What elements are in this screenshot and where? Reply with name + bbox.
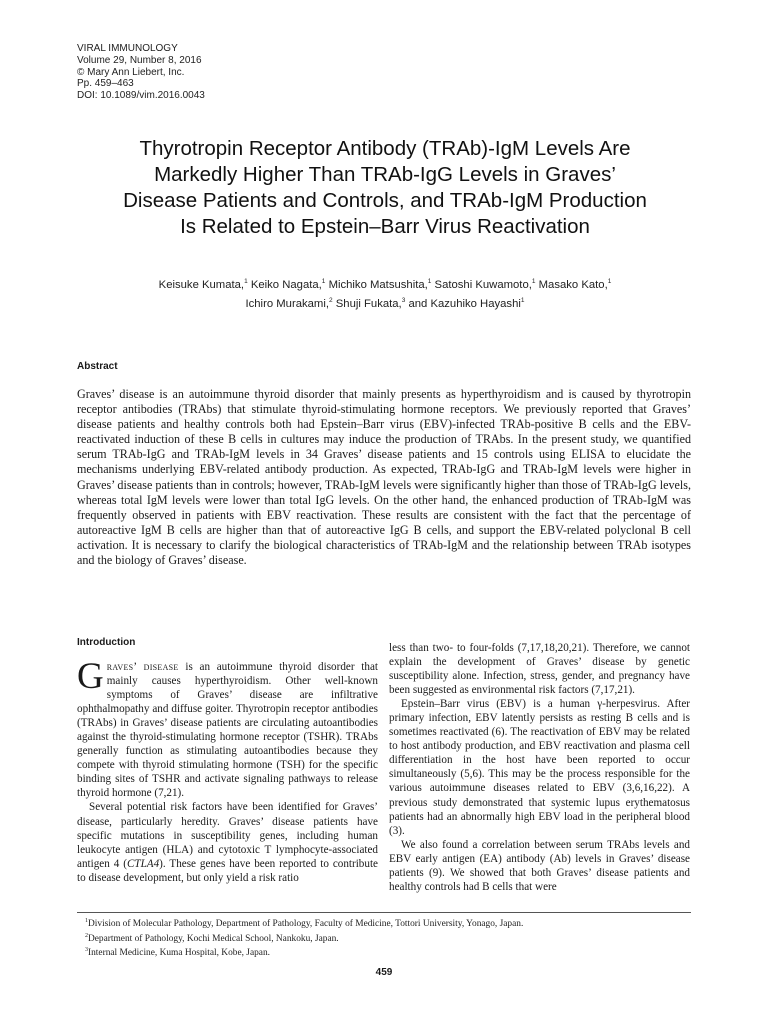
affiliation-mark: 1 (244, 278, 248, 285)
footnote-mark: 2 (85, 932, 88, 939)
footnote-mark: 3 (85, 947, 88, 954)
abstract (77, 387, 691, 568)
author-name: Ichiro Murakami, (245, 298, 329, 310)
journal-doi: DOI: 10.1089/vim.2016.0043 (77, 90, 205, 102)
footnote (85, 916, 523, 931)
author (539, 279, 612, 291)
author (159, 279, 248, 291)
affiliation-mark: 3 (401, 297, 406, 304)
author (336, 298, 406, 310)
affiliation-mark: 1 (321, 278, 326, 285)
intro-paragraph-text: Several potential risk factors have been identified for Graves’ disease, particularly heredity. Graves’ disease patients have specific mutations in susceptibility genes, including human leukocyte antigen (HLA) and cytotoxic T lymphocyte-associated antigen 4 ( (77, 801, 378, 870)
affiliation-mark: 2 (328, 297, 333, 304)
affiliation-mark: 1 (520, 297, 525, 304)
footnote (85, 931, 523, 946)
author (408, 298, 524, 310)
abstract-heading: Abstract (77, 361, 118, 372)
footnote-divider (77, 912, 691, 913)
abstract-text: Graves’ disease is an autoimmune thyroid disorder that mainly presents as hyperthyroidism and is caused by thyrotropin receptor antibodies (TRAbs) that stimulate thyroid-stimulating hormone receptors. We previously reported that Graves’ disease patients and healthy controls both had Epstein–Barr virus (EBV)-infected TRAb-positive B cells and the EBV-reactivated induction of these B cells in cultures may induce the production of TRAbs. In the present study, we quantified serum TRAb-IgG and TRAb-IgM levels in 34 Graves’ disease patients and 15 controls using ELISA to elucidate the mechanisms underlying EBV-related antibody production. As expected, TRAb-IgG and TRAb-IgM levels were higher in Graves’ disease patients than in controls; however, TRAb-IgM levels were significantly higher than those of TRAb-IgG levels, whereas total IgM levels were lower than total IgG levels. On the other hand, the enhanced production of TRAb-IgM was frequently observed in patients with EBV reactivation. These results are consistent with the fact that the percentage of autoreactive IgM B cells are higher than that of autoreactive IgG B cells, and support the EBV-related polyclonal B cell activation. It is necessary to clarify the biological characteristics of TRAb-IgM and the relationship between TRAb isotypes and the biology of Graves’ disease. (77, 387, 691, 568)
footnote (85, 945, 523, 960)
affiliation-mark: 1 (607, 278, 612, 285)
footnote-text: Division of Molecular Pathology, Department of Pathology, Faculty of Medicine, Tottori University, Yonago, Japan. (88, 919, 524, 929)
journal-meta (77, 43, 205, 102)
author-name: and Kazuhiko Hayashi (408, 298, 521, 310)
intro-paragraph: We also found a correlation between serum TRAbs levels and EBV early antigen (EA) antibody (Ab) levels in Graves’ disease patients (9). We showed that both Graves’ disease patients and healthy controls had B cells that were (389, 838, 690, 893)
author-name: Masako Kato, (538, 279, 608, 291)
footnote-mark: 1 (85, 918, 88, 924)
author-name: Satoshi Kuwamoto, (434, 279, 532, 291)
author (251, 279, 326, 291)
right-column (389, 641, 690, 894)
gene-name: CTLA4 (126, 857, 160, 870)
author (245, 298, 332, 310)
author-name: Michiko Matsushita, (328, 279, 428, 291)
intro-paragraph: less than two- to four-folds (7,17,18,20,21). Therefore, we cannot explain the development of Graves’ disease by genetic susceptibility alone. Infection, stress, gender, and pregnancy have been suggested as environmental risk factors (7,17,21). (389, 642, 690, 697)
footnote-text: Department of Pathology, Kochi Medical School, Nankoku, Japan. (88, 933, 339, 944)
journal-pages: Pp. 459–463 (77, 78, 134, 90)
journal-copyright: © Mary Ann Liebert, Inc. (77, 66, 185, 78)
intro-paragraph-text: is an autoimmune thyroid disorder that mainly causes hyperthyroidism. Other well-known symptoms of Graves’ disease are infiltrative ophthalmopathy and diffuse goiter. Thyrotropin receptor antibodies (TRAbs) in Graves’ disease patients are circulating autoantibodies against the thyroid-stimulating hormone receptor (TSHR). TRAbs generally function as stimulating autoantibodies because they compete with thyroid stimulating hormone (TSH) for the specific binding sites of TSHR and activate signaling pathways to release thyroid hormone (7,21). (77, 661, 378, 800)
title-line: Disease Patients and Controls, and TRAb-IgM Production (123, 189, 647, 212)
title-line: Markedly Higher Than TRAb-IgG Levels in Graves’ (154, 163, 616, 186)
author-list (80, 274, 690, 312)
author (329, 279, 432, 291)
title-line: Thyrotropin Receptor Antibody (TRAb)-IgM Levels Are (139, 137, 631, 160)
journal-name: VIRAL IMMUNOLOGY (77, 43, 178, 54)
page-number: 459 (375, 967, 393, 978)
footnote-text: Internal Medicine, Kuma Hospital, Kobe, Japan. (88, 948, 270, 959)
affiliation-mark: 1 (531, 278, 536, 285)
left-column (77, 637, 378, 885)
intro-paragraph-text: ). These genes have been reported to contribute to disease development, but only yield a risk ratio (77, 857, 378, 884)
journal-volume: Volume 29, Number 8, 2016 (77, 54, 202, 66)
affiliation-footnotes (85, 916, 523, 960)
author-name: Shuji Fukata, (335, 298, 402, 310)
introduction-heading: Introduction (77, 637, 136, 648)
affiliation-mark: 1 (427, 278, 432, 285)
intro-paragraph: Epstein–Barr virus (EBV) is a human γ-herpesvirus. After primary infection, EBV latently persists as resting B cells and is sometimes reactivated (6). The reactivation of EBV may be related to host antibody production, and EBV reactivation and plasma cell differentiation in the host have been reported to occur simultaneously (5,6). This may be the process responsible for the various autoimmune diseases related to EBV (3,6,16,22). A previous study demonstrated that systemic lupus erythematosus patients had an abnormally high EBV load in the peripheral blood (3). (389, 698, 690, 837)
author-line (80, 293, 690, 312)
intro-paragraph (77, 800, 378, 884)
intro-paragraph (77, 656, 378, 800)
author-name: Keiko Nagata, (250, 279, 322, 291)
drop-cap: G (77, 656, 104, 697)
title-line: Is Related to Epstein–Barr Virus Reactivation (180, 215, 590, 238)
author-name: Keisuke Kumata, (158, 279, 245, 291)
article-title (80, 136, 690, 240)
author (435, 279, 536, 291)
smallcaps-lead: raves’ disease (106, 661, 179, 673)
author-line (80, 274, 690, 293)
